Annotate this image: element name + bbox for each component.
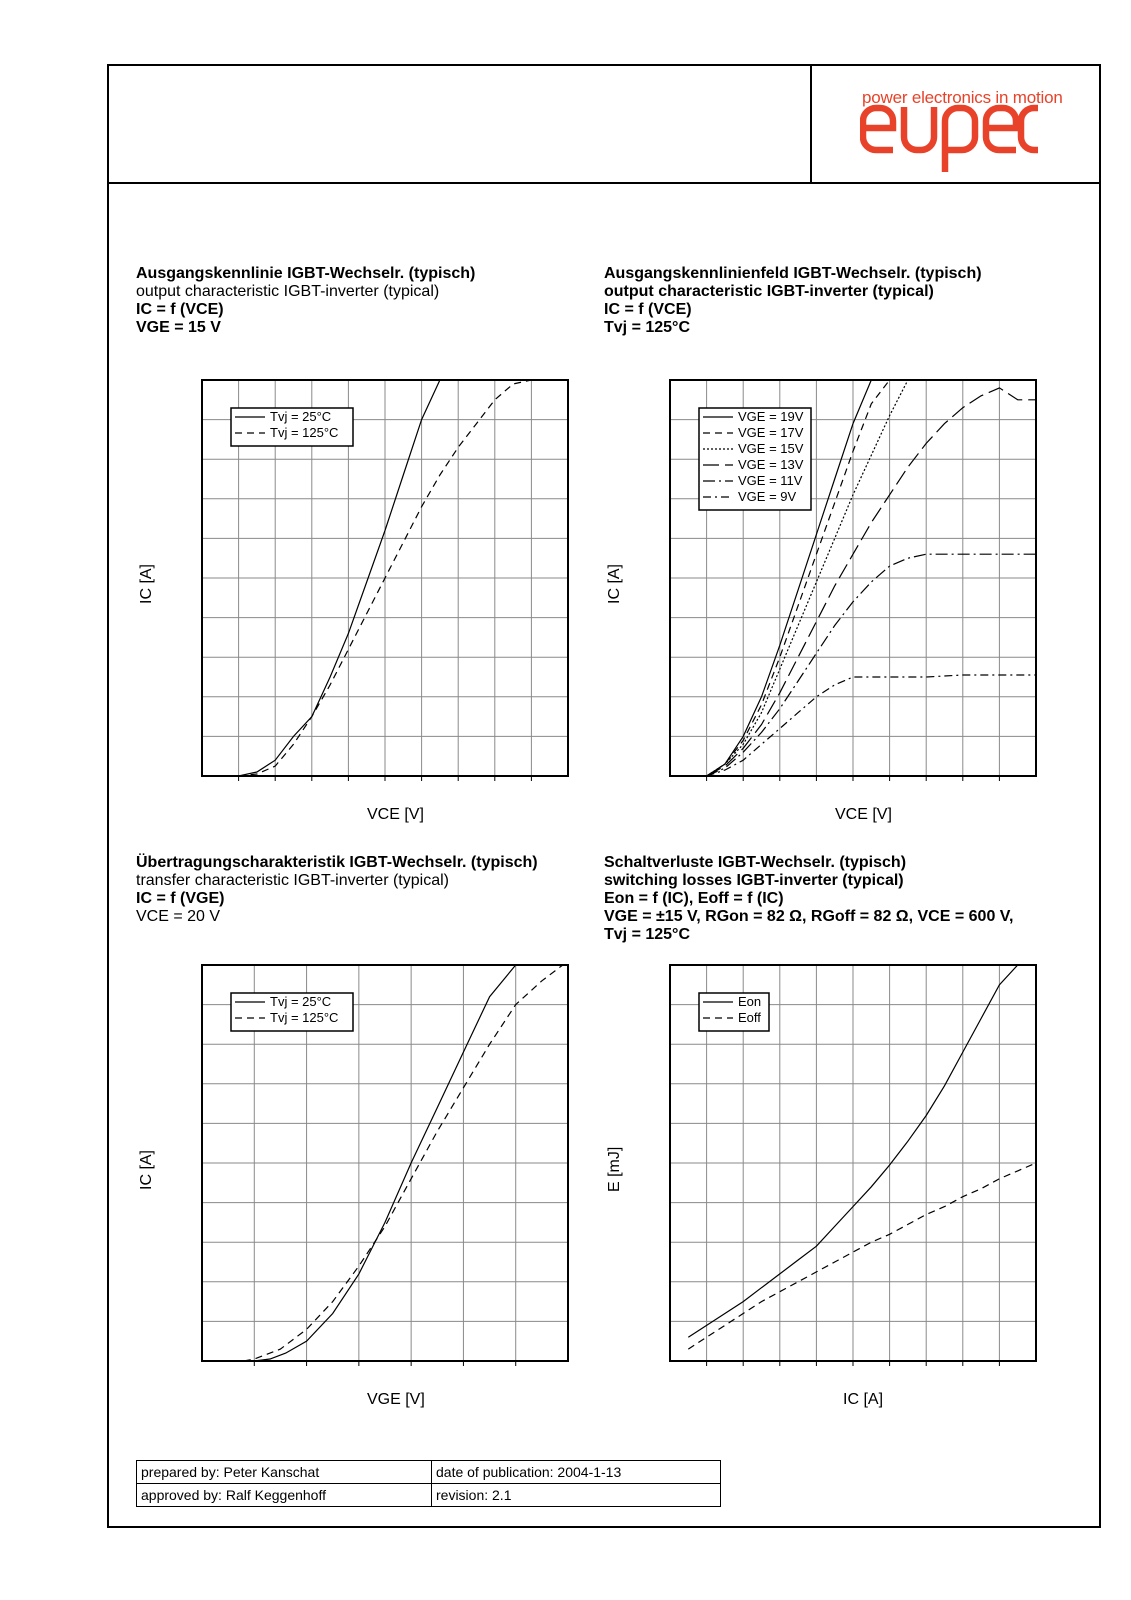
- chart4-title-cond: VGE = ±15 V, RGon = 82 Ω, RGoff = 82 Ω, VCE = 600 V,: [604, 908, 1014, 925]
- chart1-xlabel: VCE [V]: [367, 806, 424, 823]
- chart3-title-de: Übertragungscharakteristik IGBT-Wechselr. (typisch): [136, 854, 538, 871]
- series-line-6: [707, 675, 1036, 776]
- chart-transfer-characteristic: [200, 963, 580, 1373]
- legend-label: Tvj = 25°C: [270, 994, 332, 1009]
- legend-label: Tvj = 25°C: [270, 409, 332, 424]
- chart1-title: [136, 265, 475, 337]
- footer-table: [136, 1460, 721, 1507]
- legend-label: VGE = 17V: [738, 425, 804, 440]
- chart2-title-de: Ausgangskennlinienfeld IGBT-Wechselr. (typisch): [604, 265, 982, 282]
- chart2-ylabel: IC [A]: [606, 563, 623, 604]
- chart3-ylabel: IC [A]: [138, 1149, 155, 1190]
- chart4-xlabel: IC [A]: [843, 1391, 884, 1408]
- chart3-xlabel: VGE [V]: [367, 1391, 425, 1408]
- chart1-ylabel: IC [A]: [138, 563, 155, 604]
- legend-label: Tvj = 125°C: [270, 425, 339, 440]
- chart3-title-en: transfer characteristic IGBT-inverter (typical): [136, 872, 449, 889]
- chart4-title-de: Schaltverluste IGBT-Wechselr. (typisch): [604, 854, 907, 871]
- header-divider: [810, 64, 812, 184]
- chart3-title-func: IC = f (VGE): [136, 890, 225, 907]
- legend: [699, 408, 811, 510]
- legend-label: Eon: [738, 994, 762, 1009]
- footer-prepared: prepared by: Peter Kanschat: [137, 1461, 432, 1484]
- footer-row: [137, 1461, 721, 1484]
- footer-date: date of publication: 2004-1-13: [432, 1461, 721, 1484]
- chart3-title-cond: VCE = 20 V: [136, 908, 221, 925]
- series-line-5: [707, 554, 1036, 776]
- legend-label: Eoff: [738, 1010, 761, 1025]
- chart1-title-de: Ausgangskennlinie IGBT-Wechselr. (typisch): [136, 265, 476, 282]
- legend-label: VGE = 19V: [738, 409, 804, 424]
- eupec-logo: [860, 102, 1045, 174]
- chart1-title-func: IC = f (VCE): [136, 301, 224, 318]
- legend-label: VGE = 15V: [738, 441, 804, 456]
- chart1-title-en: output characteristic IGBT-inverter (typical): [136, 283, 440, 300]
- chart4-title-en: switching losses IGBT-inverter (typical): [604, 872, 904, 889]
- legend: [231, 993, 353, 1031]
- legend-label: VGE = 13V: [738, 457, 804, 472]
- footer-approved: approved by: Ralf Keggenhoff: [137, 1484, 432, 1507]
- chart4-title: [604, 854, 1013, 944]
- chart2-title-cond: Tvj = 125°C: [604, 319, 690, 336]
- legend: [231, 408, 353, 446]
- chart2-title: [604, 265, 982, 337]
- chart-output-characteristic: [200, 378, 580, 788]
- chart2-xlabel: VCE [V]: [835, 806, 892, 823]
- footer-revision: revision: 2.1: [432, 1484, 721, 1507]
- legend-label: VGE = 9V: [738, 489, 797, 504]
- chart4-ylabel: E [mJ]: [606, 1146, 623, 1192]
- footer-row: [137, 1484, 721, 1507]
- legend-label: VGE = 11V: [738, 473, 803, 488]
- chart1-title-cond: VGE = 15 V: [136, 319, 221, 336]
- chart2-title-en: output characteristic IGBT-inverter (typical): [604, 283, 934, 300]
- chart4-title-temp: Tvj = 125°C: [604, 926, 690, 943]
- legend-label: Tvj = 125°C: [270, 1010, 339, 1025]
- chart-switching-losses: [668, 963, 1048, 1373]
- legend: [699, 993, 769, 1031]
- chart-output-characteristic-field: [668, 378, 1048, 788]
- chart3-title: [136, 854, 538, 926]
- logo-tagline: power electronics in motion: [862, 88, 1063, 107]
- chart2-title-func: IC = f (VCE): [604, 301, 692, 318]
- chart4-title-func: Eon = f (IC), Eoff = f (IC): [604, 890, 784, 907]
